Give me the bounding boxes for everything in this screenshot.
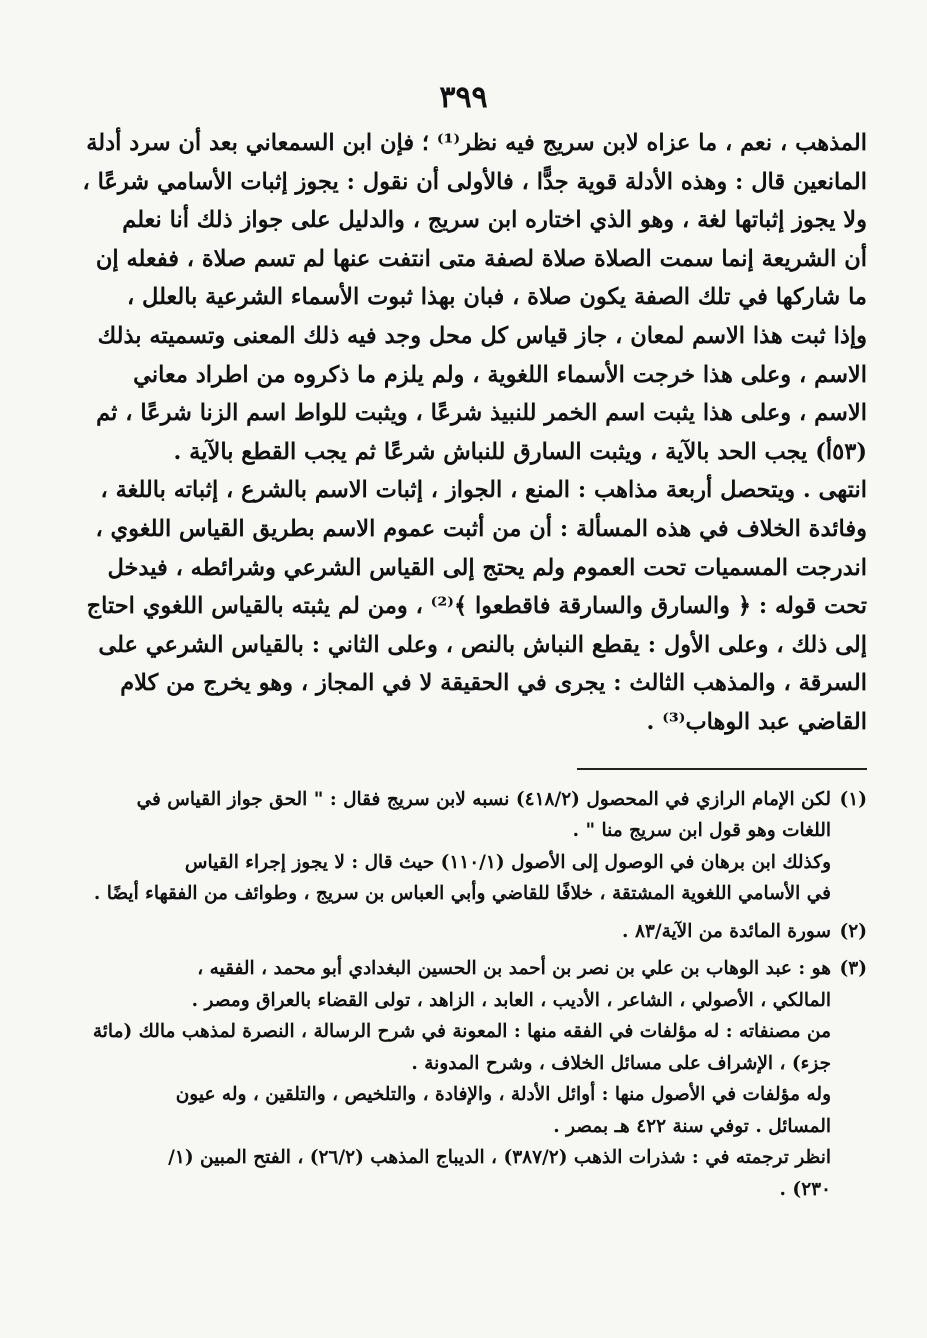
text-line: الاسم ، وعلى هذا يثبت اسم الخمر للنبيذ شرعًا ، ويثبت للواط اسم الزنا شرعًا ، ثم [96, 400, 867, 427]
footnote-line: في الأسامي اللغوية المشتقة ، خلافًا للقاضي وأبي العباس بن سريج ، وطوائف من الفقهاء أيضًا . [93, 883, 831, 904]
text-line: اندرجت المسميات تحت العموم ولم يحتج إلى القياس الشرعي وشرائطه ، فيدخل [107, 554, 867, 581]
text-line: ولا يجوز إثباتها لغة ، وهو الذي اختاره ابن سريج ، والدليل على جواز ذلك أنا نعلم [122, 207, 867, 234]
footnote-line: وكذلك ابن برهان في الوصول إلى الأصول (١١٠/١) حيث قال : لا يجوز إجراء القياس [184, 851, 831, 873]
footnote-2 [70, 916, 867, 948]
text-line: السرقة ، والمذهب الثالث : يجرى في الحقيقة لا في المجاز ، وهو يخرج من كلام [120, 670, 867, 697]
footnote-line: ٢٣٠) . [779, 1178, 831, 1200]
footnote-line: لكن الإمام الرازي في المحصول (٤١٨/٢) نسبه لابن سريج فقال : " الحق جواز القياس في [136, 788, 831, 810]
main-text [70, 124, 867, 742]
footnotes [70, 784, 867, 1206]
text-line: الاسم ، وعلى هذا خرجت الأسماء اللغوية ، ولم يلزم ما ذكروه من اطراد معاني [133, 361, 867, 388]
footnote-3 [70, 953, 867, 1205]
footnote-number: (٣) [839, 958, 867, 979]
footnote-line: المسائل . توفي سنة ٤٢٢ هـ بمصر . [553, 1115, 831, 1137]
text-line: انتهى . ويتحصل أربعة مذاهب : المنع ، الجواز ، إثبات الاسم بالشرع ، إثباته باللغة ، [100, 477, 867, 504]
footnote-line: انظر ترجمته في : شذرات الذهب (٣٨٧/٢) ، الديباج المذهب (٢٦/٢) ، الفتح المبين (١/ [168, 1147, 831, 1168]
footnote-number: (٢) [839, 920, 867, 942]
text-line: القاضي عبد الوهاب⁽³⁾ . [646, 708, 867, 735]
footnote-line: جزء) ، الإشراف على مسائل الخلاف ، وشرح المدونة . [411, 1052, 831, 1074]
footnote-line: هو : عبد الوهاب بن علي بن نصر بن أحمد بن الحسين البغدادي أبو محمد ، الفقيه ، [197, 958, 831, 979]
footnote-number: (١) [839, 788, 867, 810]
footnote-line: المالكي ، الأصولي ، الشاعر ، الأديب ، العابد ، الزاهد ، تولى القضاء بالعراق ومصر . [191, 989, 831, 1011]
text-line: (٥٣أ) يجب الحد بالآية ، ويثبت السارق للنباش شرعًا ثم يجب القطع بالآية . [173, 438, 867, 465]
text-line: ما شاركها في تلك الصفة يكون صلاة ، فبان بهذا ثبوت الأسماء الشرعية بالعلل ، [126, 284, 867, 311]
footnote-line: من مصنفاته : له مؤلفات في الفقه منها : المعونة في شرح الرسالة ، النصرة لمذهب مالك (مائة [92, 1021, 831, 1042]
page-number: ٣٩٩ [439, 80, 488, 115]
footnote-line: اللغات وهو قول ابن سريج منا " . [572, 820, 831, 841]
text-line: المانعين قال : وهذه الأدلة قوية جدًّا ، فالأولى أن نقول : يجوز إثبات الأسامي شرعًا ، [82, 168, 867, 195]
footnote-1 [70, 784, 867, 910]
footnote-line: سورة المائدة من الآية/٨٣ . [622, 920, 831, 942]
footnote-divider [577, 768, 867, 770]
text-line: تحت قوله : ﴿ والسارق والسارقة فاقطعوا ﴾⁽²⁾ ، ومن لم يثبته بالقياس اللغوي احتاج [86, 593, 867, 620]
text-line: المذهب ، نعم ، ما عزاه لابن سريج فيه نظر⁽¹⁾ ؛ فإن ابن السمعاني بعد أن سرد أدلة [86, 130, 867, 156]
text-line: إلى ذلك ، وعلى الأول : يقطع النباش بالنص ، وعلى الثاني : بالقياس الشرعي على [98, 631, 867, 658]
text-line: أن الشريعة إنما سمت الصلاة صلاة لصفة متى انتفت عنها لم تسم صلاة ، ففعله إن [95, 245, 867, 272]
text-line: وإذا ثبت هذا الاسم لمعان ، جاز قياس كل محل وجد فيه ذلك المعنى وتسميته بذلك [97, 322, 867, 349]
text-line: وفائدة الخلاف في هذه المسألة : أن من أثبت عموم الاسم بطريق القياس اللغوي ، [95, 515, 867, 542]
footnote-line: وله مؤلفات في الأصول منها : أوائل الأدلة ، والإفادة ، والتلخيص ، والتلقين ، وله عيون [175, 1084, 831, 1105]
